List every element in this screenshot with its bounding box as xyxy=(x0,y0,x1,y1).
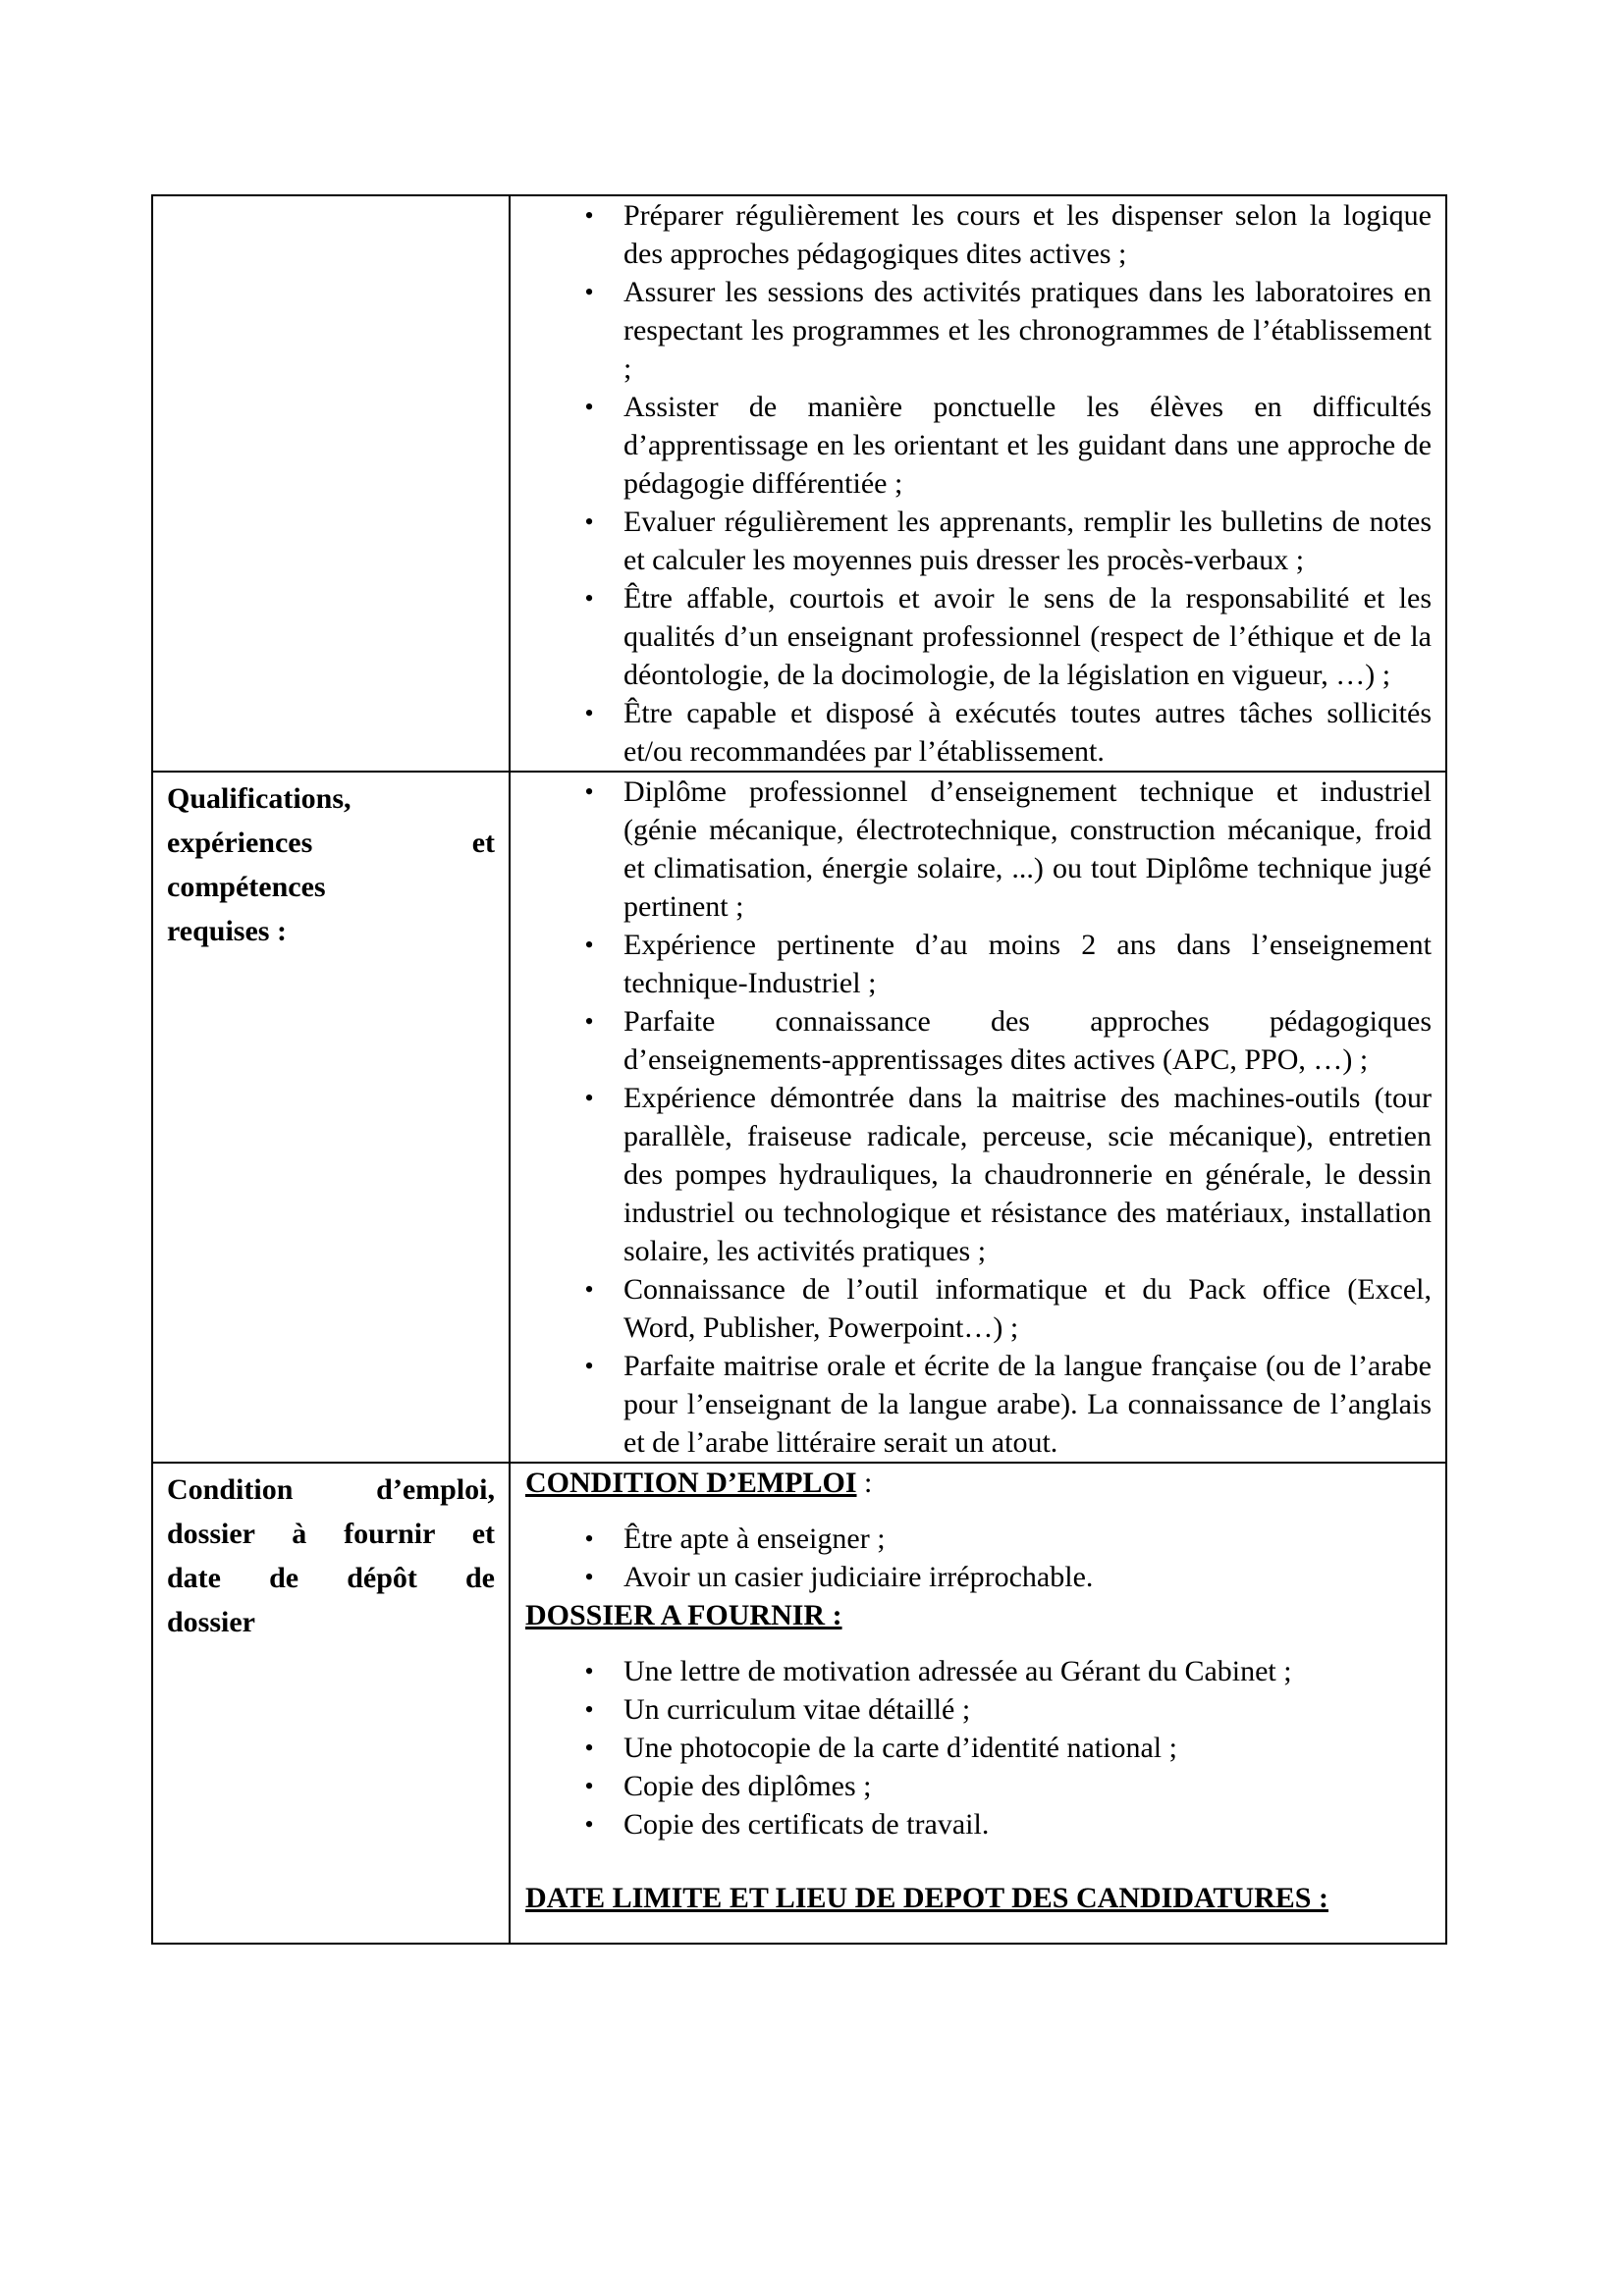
deadline-heading: DATE LIMITE ET LIEU DE DEPOT DES CANDIDATURES : xyxy=(525,1882,1328,1914)
list-item: • Avoir un casier judiciaire irréprochable. xyxy=(525,1558,1432,1596)
conditions-cell xyxy=(510,1463,1446,1944)
tasks-cell xyxy=(510,195,1446,772)
table-row-qualifications xyxy=(152,772,1446,1463)
list-item: • Diplôme professionnel d’enseignement technique et industriel (génie mécanique, électrotechnique, construction mécanique, froid et climatisation, énergie solaire, ...) ou tout Diplôme technique jugé pertinent ; xyxy=(525,773,1432,926)
conditions-label: Condition d’emploi, dossier à fournir et date de dépôt de dossier xyxy=(167,1473,495,1638)
bullet-icon: • xyxy=(584,1772,594,1800)
list-item: • Copie des certificats de travail. xyxy=(525,1805,1432,1843)
list-item: • Être capable et disposé à exécutés toutes autres tâches sollicités et/ou recommandées par l’établissement. xyxy=(525,694,1432,771)
table-row-conditions xyxy=(152,1463,1446,1944)
list-item: • Un curriculum vitae détaillé ; xyxy=(525,1690,1432,1729)
bullet-icon: • xyxy=(584,931,594,959)
table-row-tasks xyxy=(152,195,1446,772)
list-item: • Être apte à enseigner ; xyxy=(525,1520,1432,1558)
list-item: • Une photocopie de la carte d’identité national ; xyxy=(525,1729,1432,1767)
list-item: • Être affable, courtois et avoir le sens de la responsabilité et les qualités d’un enseignant professionnel (respect de l’éthique et de la déontologie, de la docimologie, de la législation en vigueur, …) ; xyxy=(525,579,1432,694)
dossier-heading: DOSSIER A FOURNIR : xyxy=(525,1599,842,1631)
conditions-label-cell xyxy=(152,1463,510,1944)
list-item: • Expérience démontrée dans la maitrise des machines-outils (tour parallèle, fraiseuse radicale, perceuse, scie mécanique), entretien des pompes hydrauliques, la chaudronnerie en générale, le dessin industriel ou technologique et résistance des matériaux, installation solaire, les activités pratiques ; xyxy=(525,1079,1432,1270)
dossier-list xyxy=(525,1652,1432,1843)
bullet-icon: • xyxy=(584,584,594,613)
bullet-icon: • xyxy=(584,1084,594,1112)
job-offer-table xyxy=(151,194,1447,1945)
bullet-icon: • xyxy=(584,1275,594,1304)
list-item: • Parfaite maitrise orale et écrite de la langue française (ou de l’arabe pour l’enseignant de la langue arabe). La connaissance de l’anglais et de l’arabe littéraire serait un atout. xyxy=(525,1347,1432,1462)
condition-heading-line xyxy=(525,1464,1432,1502)
bullet-icon: • xyxy=(584,507,594,536)
list-item: • Evaluer régulièrement les apprenants, remplir les bulletins de notes et calculer les moyennes puis dresser les procès-verbaux ; xyxy=(525,503,1432,579)
condition-colon: : xyxy=(856,1467,873,1499)
bullet-icon: • xyxy=(584,1734,594,1762)
bullet-icon: • xyxy=(584,699,594,727)
bullet-icon: • xyxy=(584,201,594,230)
bullet-icon: • xyxy=(584,278,594,306)
list-item: • Connaissance de l’outil informatique et du Pack office (Excel, Word, Publisher, Powerpoint…) ; xyxy=(525,1270,1432,1347)
list-item: • Préparer régulièrement les cours et les dispenser selon la logique des approches pédagogiques dites actives ; xyxy=(525,196,1432,273)
bullet-icon: • xyxy=(584,1657,594,1685)
bullet-icon: • xyxy=(584,1352,594,1380)
tasks-list xyxy=(525,196,1432,771)
list-item: • Assister de manière ponctuelle les élèves en difficultés d’apprentissage en les orientant et les guidant dans une approche de pédagogie différentiée ; xyxy=(525,388,1432,503)
bullet-icon: • xyxy=(584,1007,594,1036)
bullet-icon: • xyxy=(584,1524,594,1553)
list-item: • Parfaite connaissance des approches pédagogiques d’enseignements-apprentissages dites actives (APC, PPO, …) ; xyxy=(525,1002,1432,1079)
bullet-icon: • xyxy=(584,1563,594,1591)
bullet-icon: • xyxy=(584,777,594,806)
qualifications-list xyxy=(525,773,1432,1462)
qualifications-cell xyxy=(510,772,1446,1463)
bullet-icon: • xyxy=(584,1695,594,1724)
list-item: • Une lettre de motivation adressée au Gérant du Cabinet ; xyxy=(525,1652,1432,1690)
condition-heading: CONDITION D’EMPLOI xyxy=(525,1467,857,1499)
qualifications-label: Qualifications, expériences et compétences requises : xyxy=(167,782,495,947)
bullet-icon: • xyxy=(584,1810,594,1839)
list-item: • Expérience pertinente d’au moins 2 ans dans l’enseignement technique-Industriel ; xyxy=(525,926,1432,1002)
qualifications-label-cell xyxy=(152,772,510,1463)
list-item: • Copie des diplômes ; xyxy=(525,1767,1432,1805)
list-item: • Assurer les sessions des activités pratiques dans les laboratoires en respectant les programmes et les chronogrammes de l’établissement ; xyxy=(525,273,1432,388)
condition-list xyxy=(525,1520,1432,1596)
bullet-icon: • xyxy=(584,393,594,421)
row-label-empty xyxy=(152,195,510,772)
